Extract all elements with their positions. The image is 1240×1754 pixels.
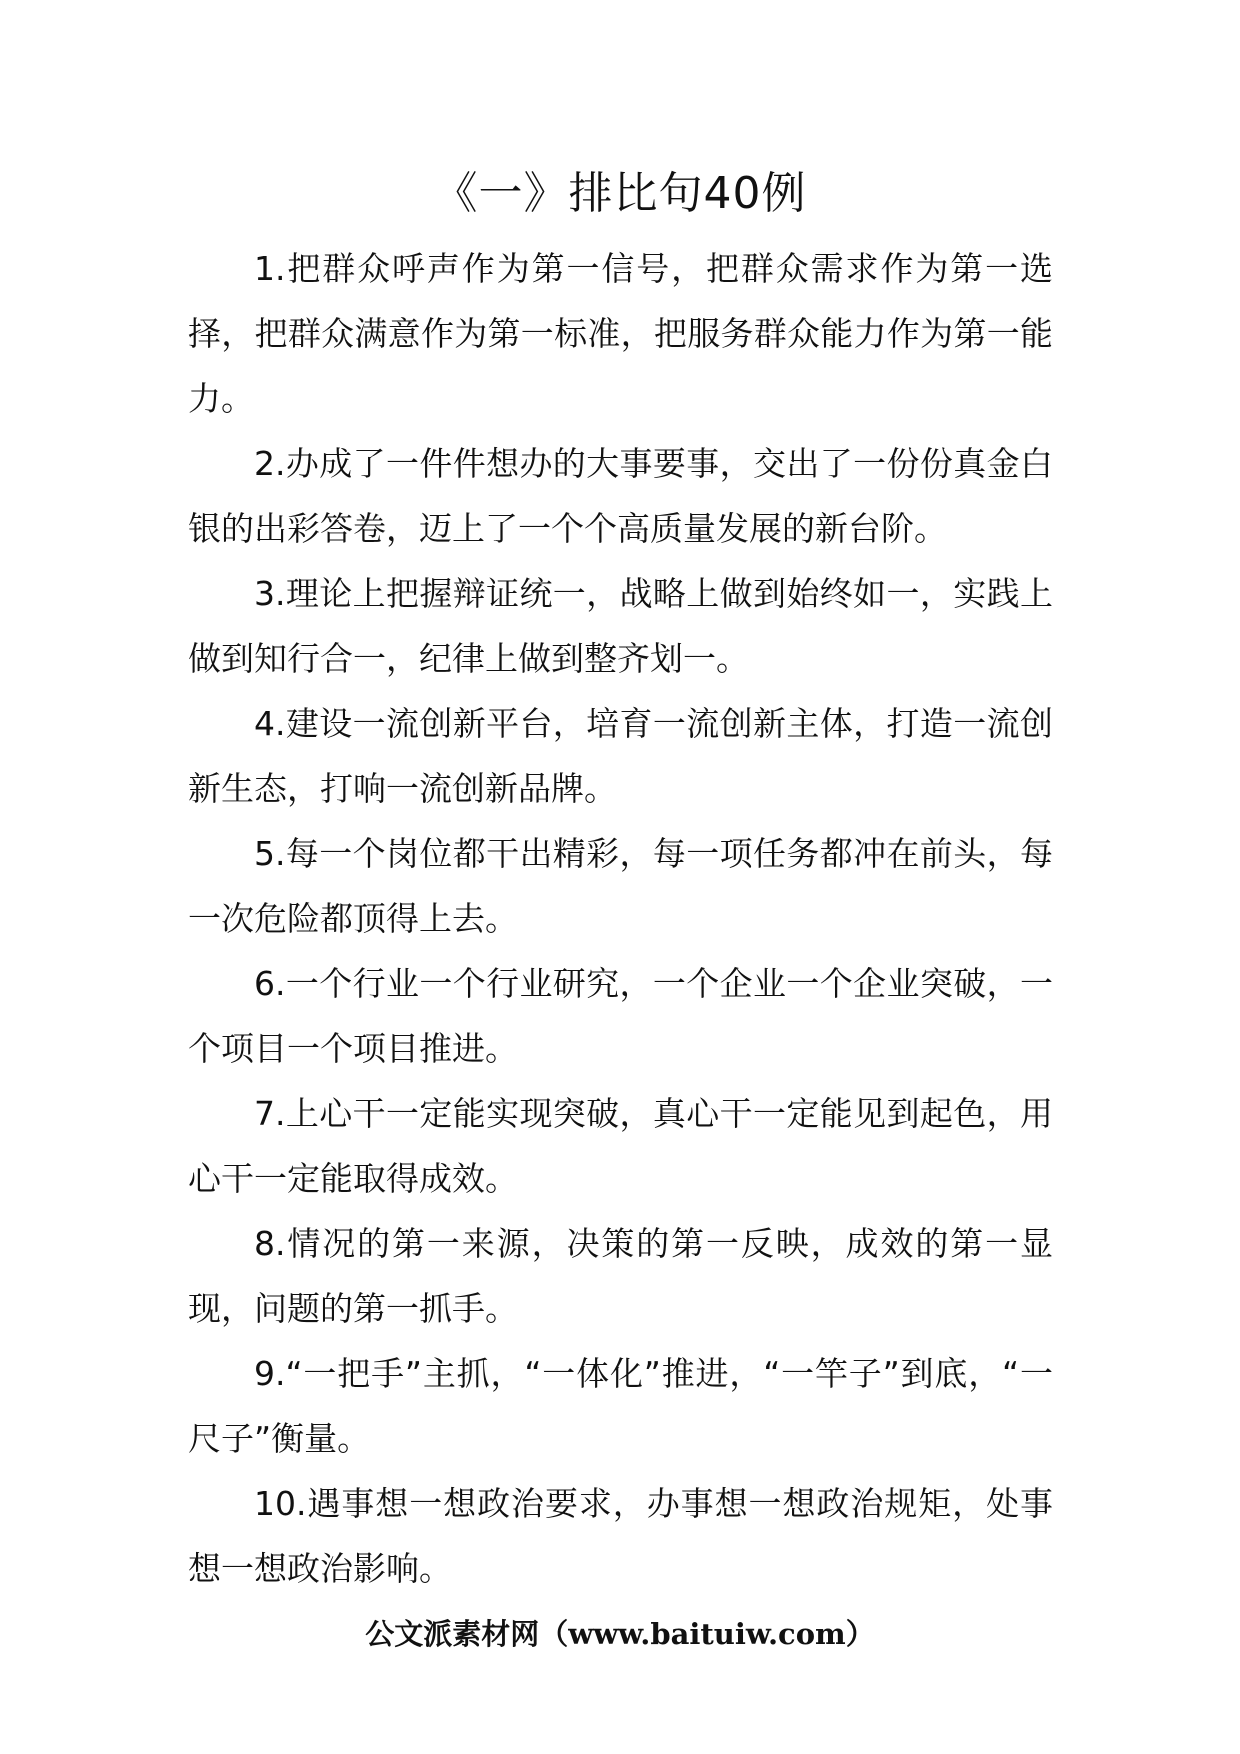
document-body bbox=[188, 236, 1053, 1601]
paragraph-8: 8.情况的第一来源，决策的第一反映，成效的第一显现，问题的第一抓手。 bbox=[188, 1224, 1053, 1328]
paragraph-2: 2.办成了一件件想办的大事要事，交出了一份份真金白银的出彩答卷，迈上了一个个高质量发展的新台阶。 bbox=[188, 444, 1053, 548]
paragraph-10: 10.遇事想一想政治要求，办事想一想政治规矩，处事想一想政治影响。 bbox=[188, 1484, 1053, 1588]
paragraph-5: 5.每一个岗位都干出精彩，每一项任务都冲在前头，每一次危险都顶得上去。 bbox=[188, 834, 1053, 938]
paragraph-4: 4.建设一流创新平台，培育一流创新主体，打造一流创新生态，打响一流创新品牌。 bbox=[188, 704, 1053, 808]
source-footer: 公文派素材网（www.baituiw.com） bbox=[365, 1617, 875, 1651]
paragraph-6: 6.一个行业一个行业研究，一个企业一个企业突破，一个项目一个项目推进。 bbox=[188, 964, 1053, 1068]
paragraph-7: 7.上心干一定能实现突破，真心干一定能见到起色，用心干一定能取得成效。 bbox=[188, 1094, 1053, 1198]
document-title: 《一》排比句40例 bbox=[433, 168, 807, 219]
paragraph-9: 9.“一把手”主抓，“一体化”推进，“一竿子”到底，“一尺子”衡量。 bbox=[188, 1354, 1053, 1458]
paragraph-1: 1.把群众呼声作为第一信号，把群众需求作为第一选择，把群众满意作为第一标准，把服务群众能力作为第一能力。 bbox=[188, 249, 1053, 418]
paragraph-3: 3.理论上把握辩证统一，战略上做到始终如一，实践上做到知行合一，纪律上做到整齐划一。 bbox=[188, 574, 1053, 678]
